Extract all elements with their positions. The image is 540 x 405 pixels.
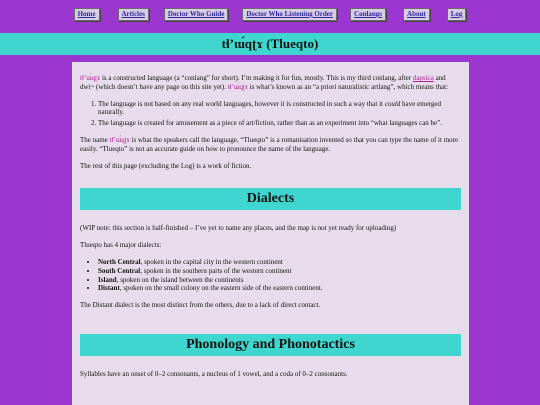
- list-item: 2. The language is created for amusement as a piece of art/fiction, rather than as an experiment into “what languages can be”.: [98, 119, 461, 128]
- list-item: • South Central, spoken in the southern parts of the western continent: [98, 267, 461, 276]
- nav-log-button[interactable]: Log: [447, 8, 467, 21]
- nav-articles-button[interactable]: Articles: [118, 8, 149, 21]
- dialects-outro: The Distant dialect is the most distinct from the others, due to a lack of direct contact.: [80, 301, 321, 310]
- nav-conlangs-button[interactable]: Conlangs: [350, 8, 386, 21]
- top-navigation: [0, 8, 540, 21]
- name-paragraph: The name tɬʼɯ́qʈɤ is what the speakers call the language, “Tlueqto” is a romanisation invented so that you can type the name of it more easily. “Tlueqto” is not an accurate guide on how to pronounce the name of the language.: [80, 135, 459, 153]
- list-item: 1. The language is not based on any real world languages, however it is constructed in such a way that it could have emerged naturally.: [98, 100, 461, 118]
- page-title: tɬʼɯ́qʈɤ (Tlueqto): [0, 33, 540, 55]
- nav-listening-order-button[interactable]: Doctor Who Listening Order: [242, 8, 337, 21]
- conlang-name: tɬʼɯ́qʈɤ: [109, 135, 130, 144]
- dapsica-link[interactable]: dapsica: [412, 74, 434, 82]
- wip-note: (WIP note: this section is half-finished – I’ve yet to name any places, and the map is not yet ready for uploading): [80, 224, 397, 233]
- definition-list: [98, 100, 461, 128]
- list-item: • North Central, spoken in the capital city in the western continent: [98, 258, 461, 267]
- conlang-name: tɬʼɯ́qʈɤ: [227, 82, 248, 91]
- list-item: • Distant, spoken on the small colony on the eastern side of the eastern continent.: [98, 284, 461, 293]
- conlang-name: tɬʼɯ́qʈɤ: [80, 74, 101, 82]
- dialect-list: [98, 258, 461, 293]
- nav-about-button[interactable]: About: [403, 8, 430, 21]
- intro-paragraph: tɬʼɯ́qʈɤ is a constructed language (a “conlang” for short). I’m making it for fun, mostly. This is my third conlang, after dapsica and dwi~ (which doesn’t have any page on this site yet). tɬʼɯ́qʈɤ is what’s known as an “a priori naturalistic artlang”, which means that:: [80, 74, 448, 91]
- list-item: • Island, spoken on the island between the continents: [98, 276, 461, 285]
- nav-doctor-who-guide-button[interactable]: Doctor Who Guide: [164, 8, 229, 21]
- main-content: [72, 62, 469, 405]
- fiction-note: The rest of this page (excluding the Log) is a work of fiction.: [80, 161, 252, 170]
- phonology-paragraph: Syllables have an onset of 0–2 consonants, a nucleus of 1 vowel, and a coda of 0–2 consonants.: [80, 369, 348, 378]
- nav-home-button[interactable]: Home: [74, 8, 100, 21]
- dialects-intro: Tlueqto has 4 major dialects:: [80, 241, 162, 250]
- dialects-heading: Dialects: [80, 188, 461, 210]
- phonology-heading: Phonology and Phonotactics: [80, 334, 461, 356]
